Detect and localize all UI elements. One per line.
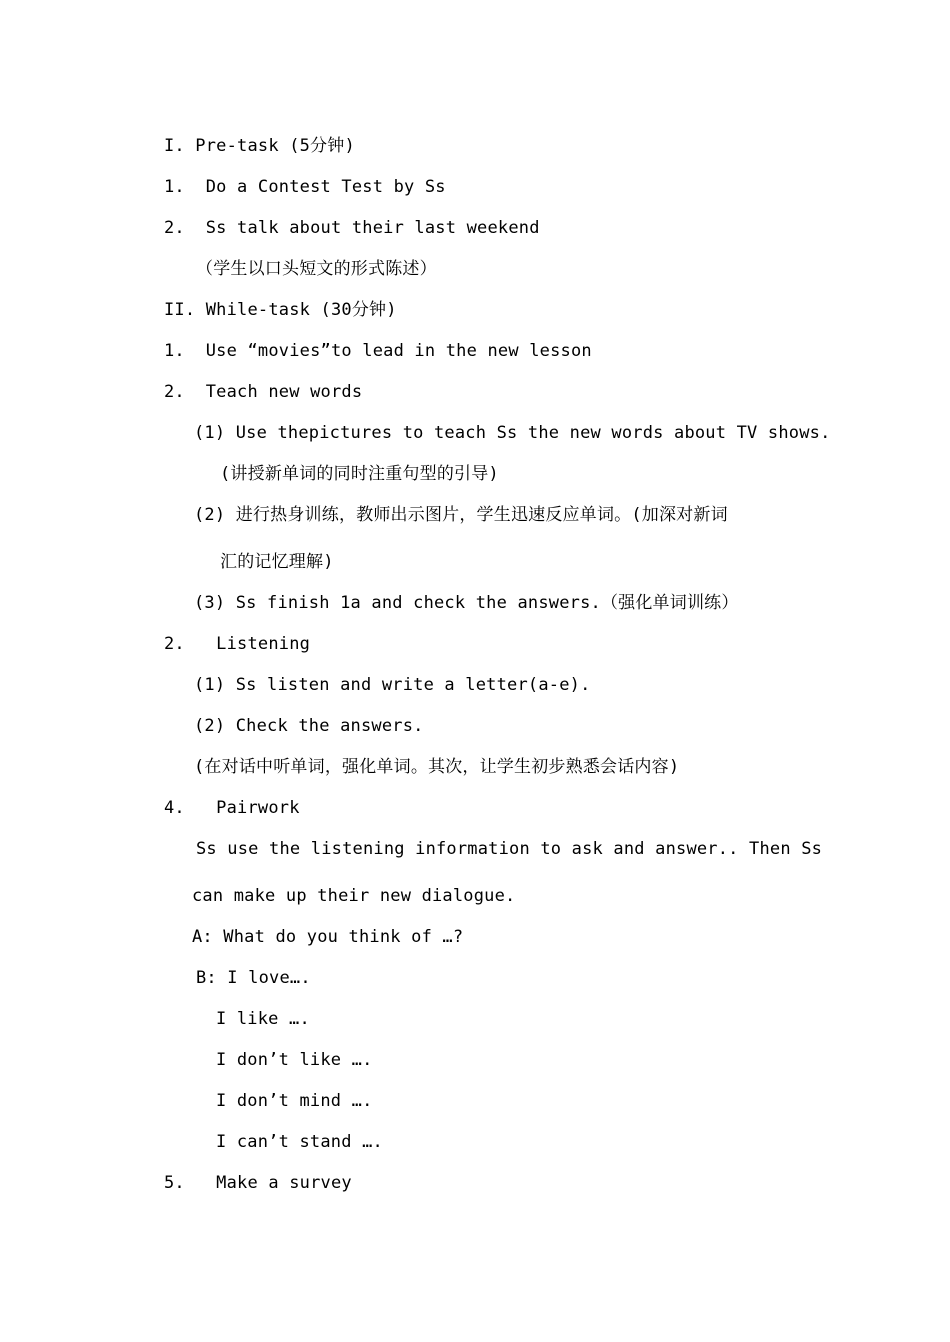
section-heading-while-task: II. While-task (30分钟) (164, 300, 397, 320)
note-text: 汇的记忆理解) (220, 552, 334, 572)
sub-item: (1) Ss listen and write a letter(a-e). (194, 675, 591, 695)
list-item: 2. Ss talk about their last weekend (164, 218, 540, 238)
paragraph-line: can make up their new dialogue. (192, 886, 516, 906)
list-item: 1. Use “movies”to lead in the new lesson (164, 341, 592, 361)
paragraph-line: Ss use the listening information to ask and answer.. Then Ss (196, 839, 823, 859)
sub-item: (2) 进行热身训练，教师出示图片，学生迅速反应单词。(加深对新词 (194, 505, 728, 525)
sub-item: (2) Check the answers. (194, 716, 424, 736)
note-text: （学生以口头短文的形式陈述） (196, 259, 437, 279)
dialogue-line: I can’t stand …. (216, 1132, 383, 1152)
list-item: 5. Make a survey (164, 1173, 352, 1193)
dialogue-line: A: What do you think of …? (192, 927, 464, 947)
list-item: 2. Teach new words (164, 382, 363, 402)
sub-item: (1) Use thepictures to teach Ss the new words about TV shows. (194, 423, 831, 443)
section-heading-pre-task: I. Pre-task (5分钟) (164, 136, 355, 156)
list-item: 2. Listening (164, 634, 311, 654)
note-text: (讲授新单词的同时注重句型的引导) (220, 464, 499, 484)
dialogue-line: B: I love…. (196, 968, 311, 988)
list-item: 1. Do a Contest Test by Ss (164, 177, 446, 197)
dialogue-line: I don’t like …. (216, 1050, 373, 1070)
dialogue-line: I don’t mind …. (216, 1091, 373, 1111)
sub-item: (3) Ss finish 1a and check the answers.（强化单词训练） (194, 593, 739, 613)
list-item: 4. Pairwork (164, 798, 300, 818)
dialogue-line: I like …. (216, 1009, 310, 1029)
note-text: (在对话中听单词，强化单词。其次，让学生初步熟悉会话内容) (194, 757, 680, 777)
